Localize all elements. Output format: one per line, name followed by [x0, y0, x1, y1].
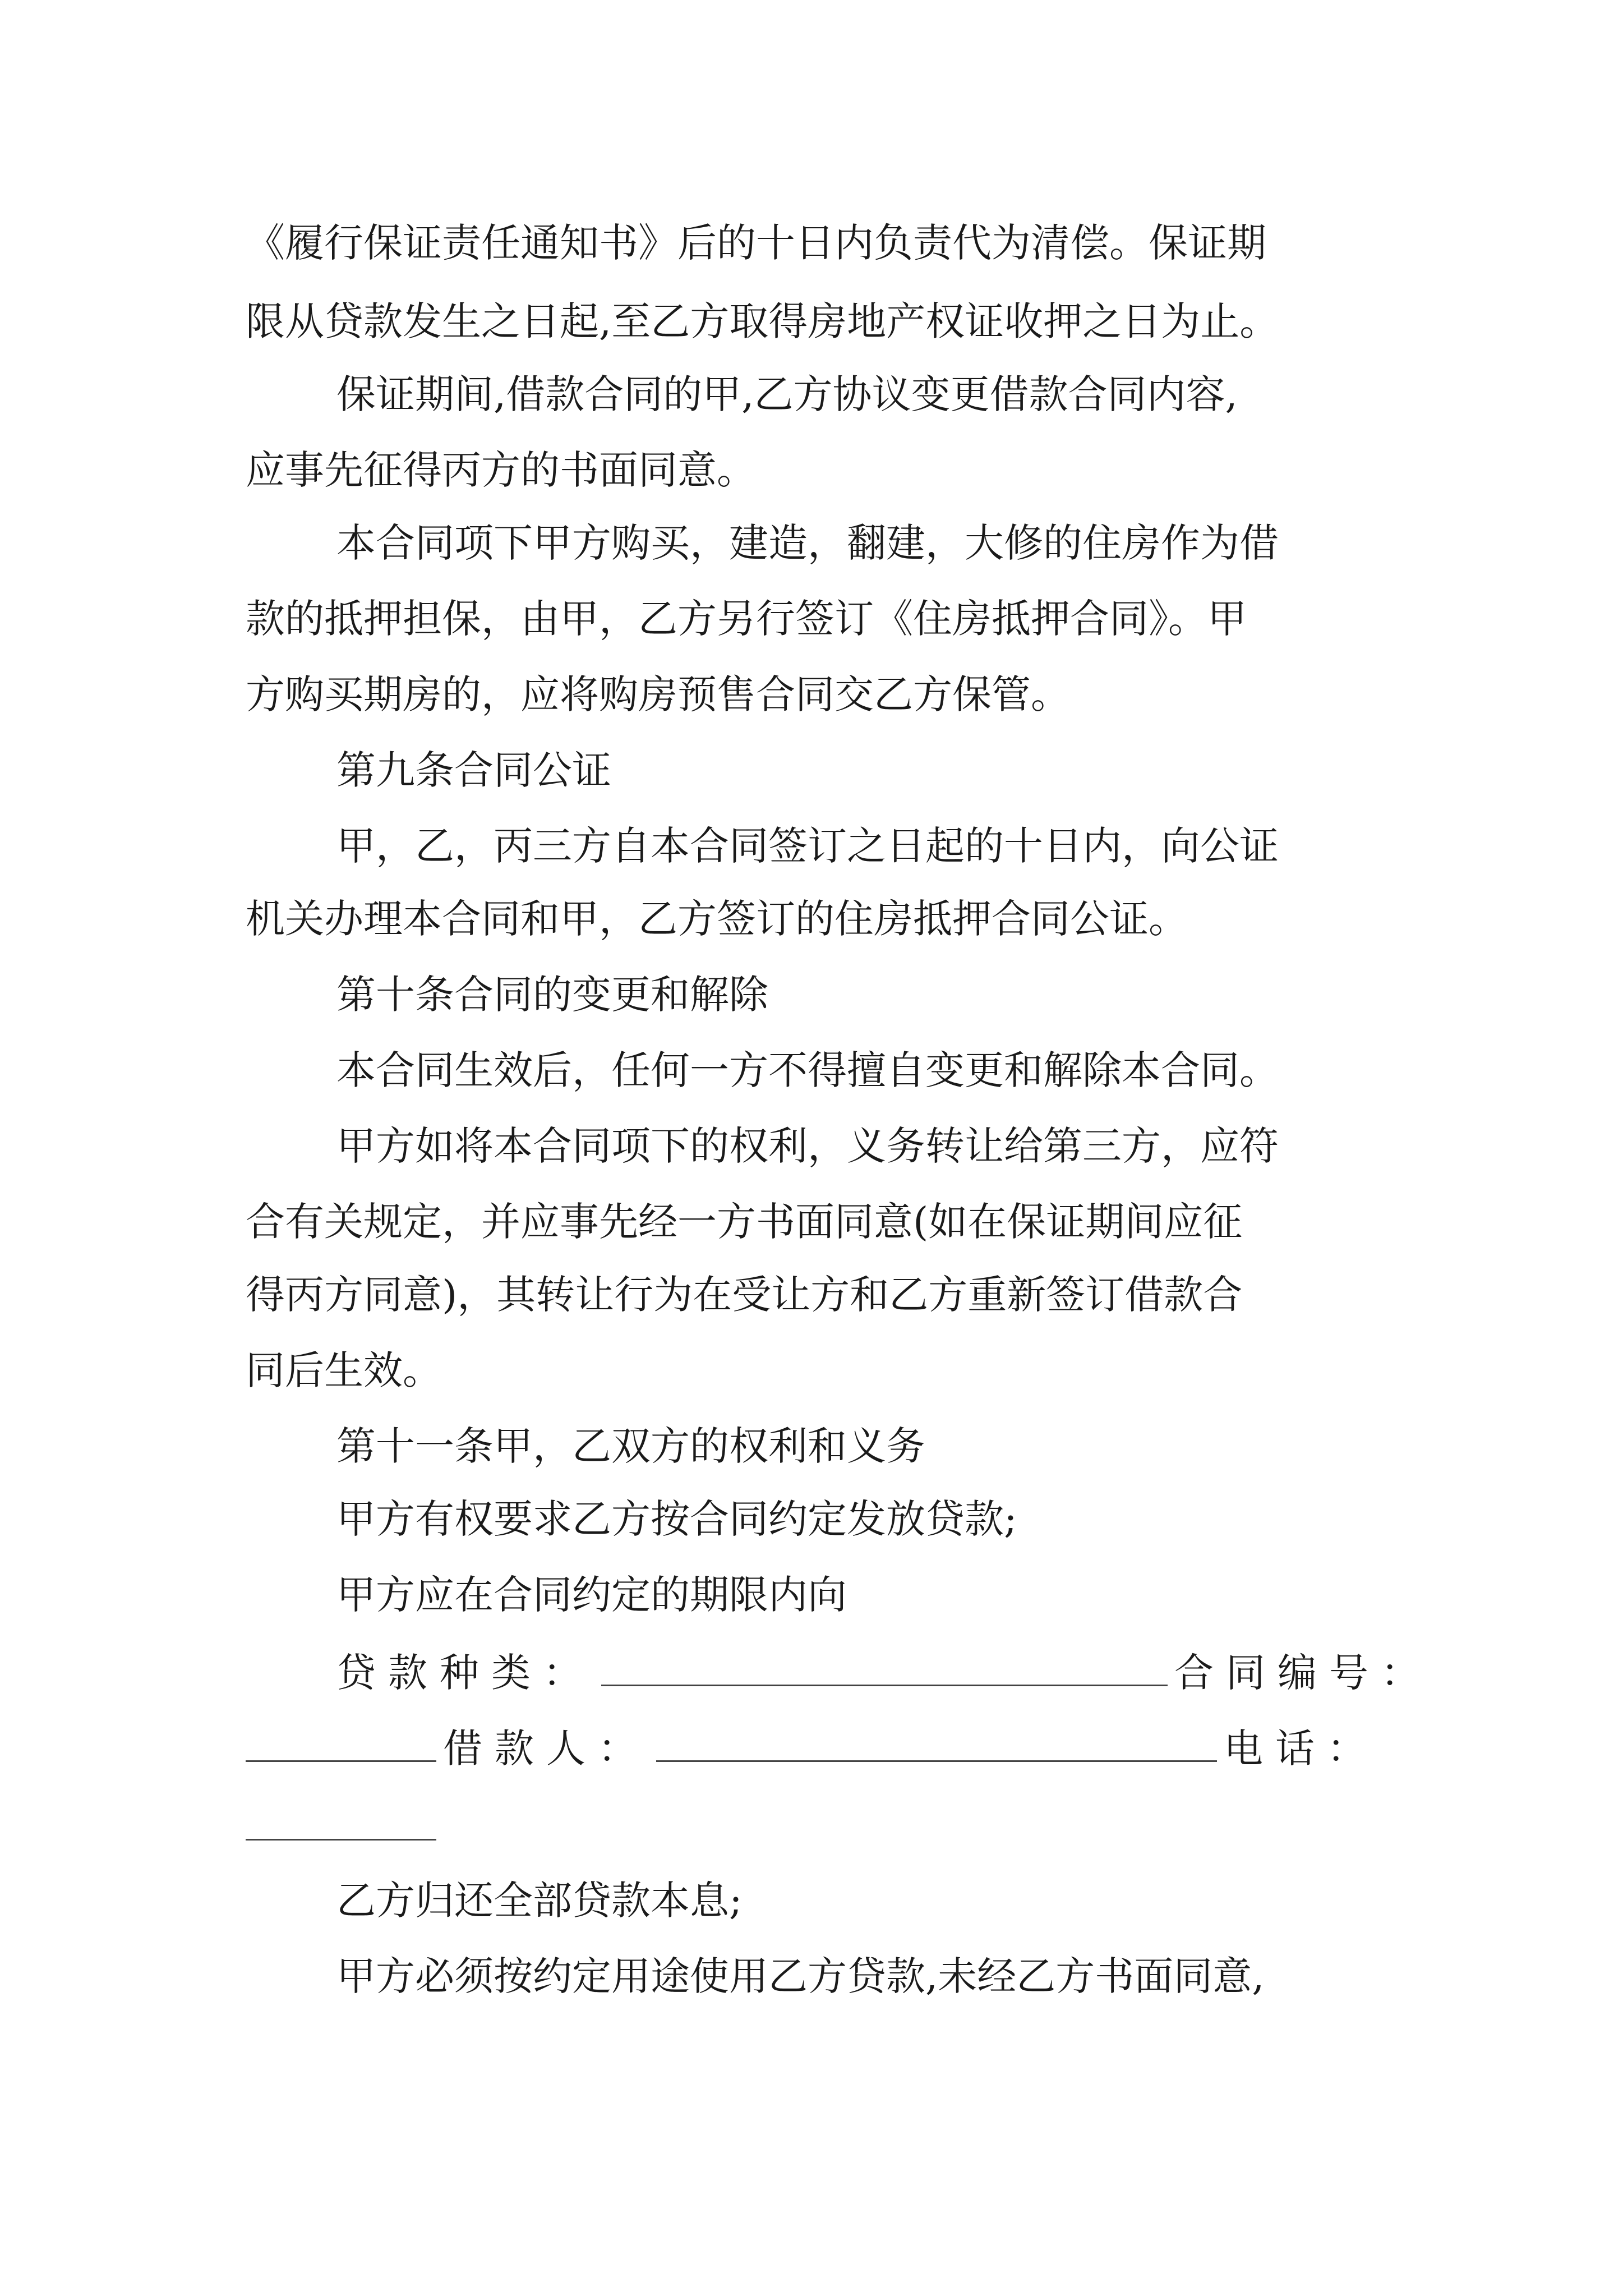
section-heading: 第九条合同公证	[336, 747, 611, 793]
borrower-blank	[656, 1721, 1217, 1762]
text-line: 同后生效。	[246, 1347, 442, 1393]
form-row-phone	[0, 1800, 1623, 1852]
form-row-loan-type	[0, 1645, 1623, 1698]
text-line: 机关办理本合同和甲，乙方签订的住房抵押合同公证。	[246, 896, 1188, 942]
form-row-borrower	[0, 1721, 1623, 1774]
text-line: 甲方应在合同约定的期限内向	[336, 1572, 847, 1618]
text-line: 甲，乙，丙三方自本合同签订之日起的十日内，向公证	[336, 823, 1279, 869]
text-line: 本合同生效后，任何一方不得擅自变更和解除本合同。	[336, 1047, 1279, 1093]
text-line: 保证期间,借款合同的甲,乙方协议变更借款合同内容,	[336, 371, 1238, 417]
phone-blank	[246, 1800, 436, 1841]
loan-type-blank	[601, 1645, 1168, 1686]
text-line: 限从贷款发生之日起,至乙方取得房地产权证收押之日为止。	[246, 298, 1279, 344]
text-line: 得丙方同意)，其转让行为在受让方和乙方重新签订借款合	[246, 1272, 1243, 1318]
contract-no-blank	[246, 1721, 436, 1762]
text-line: 乙方归还全部贷款本息;	[336, 1878, 743, 1924]
text-line: 款的抵押担保，由甲，乙方另行签订《住房抵押合同》。甲	[246, 596, 1247, 642]
text-line: 甲方有权要求乙方按合同约定发放贷款;	[336, 1496, 1017, 1542]
text-line: 甲方如将本合同项下的权利，义务转让给第三方，应符	[336, 1123, 1279, 1169]
text-line: 合有关规定，并应事先经一方书面同意(如在保证期间应征	[246, 1199, 1243, 1245]
loan-type-label: 贷款种类：	[336, 1650, 594, 1696]
borrower-label: 借款人：	[443, 1726, 649, 1772]
text-line: 方购买期房的，应将购房预售合同交乙方保管。	[246, 671, 1070, 717]
text-line: 本合同项下甲方购买，建造，翻建，大修的住房作为借	[336, 520, 1279, 566]
phone-label: 电话：	[1224, 1726, 1378, 1772]
section-heading: 第十条合同的变更和解除	[336, 972, 768, 1018]
text-line: 甲方必须按约定用途使用乙方贷款,未经乙方书面同意,	[336, 1953, 1265, 1999]
section-heading: 第十一条甲，乙双方的权利和义务	[336, 1423, 925, 1469]
text-line: 应事先征得丙方的书面同意。	[246, 447, 756, 493]
contract-no-label: 合同编号：	[1174, 1650, 1432, 1696]
text-line: 《履行保证责任通知书》后的十日内负责代为清偿。保证期	[246, 220, 1266, 266]
